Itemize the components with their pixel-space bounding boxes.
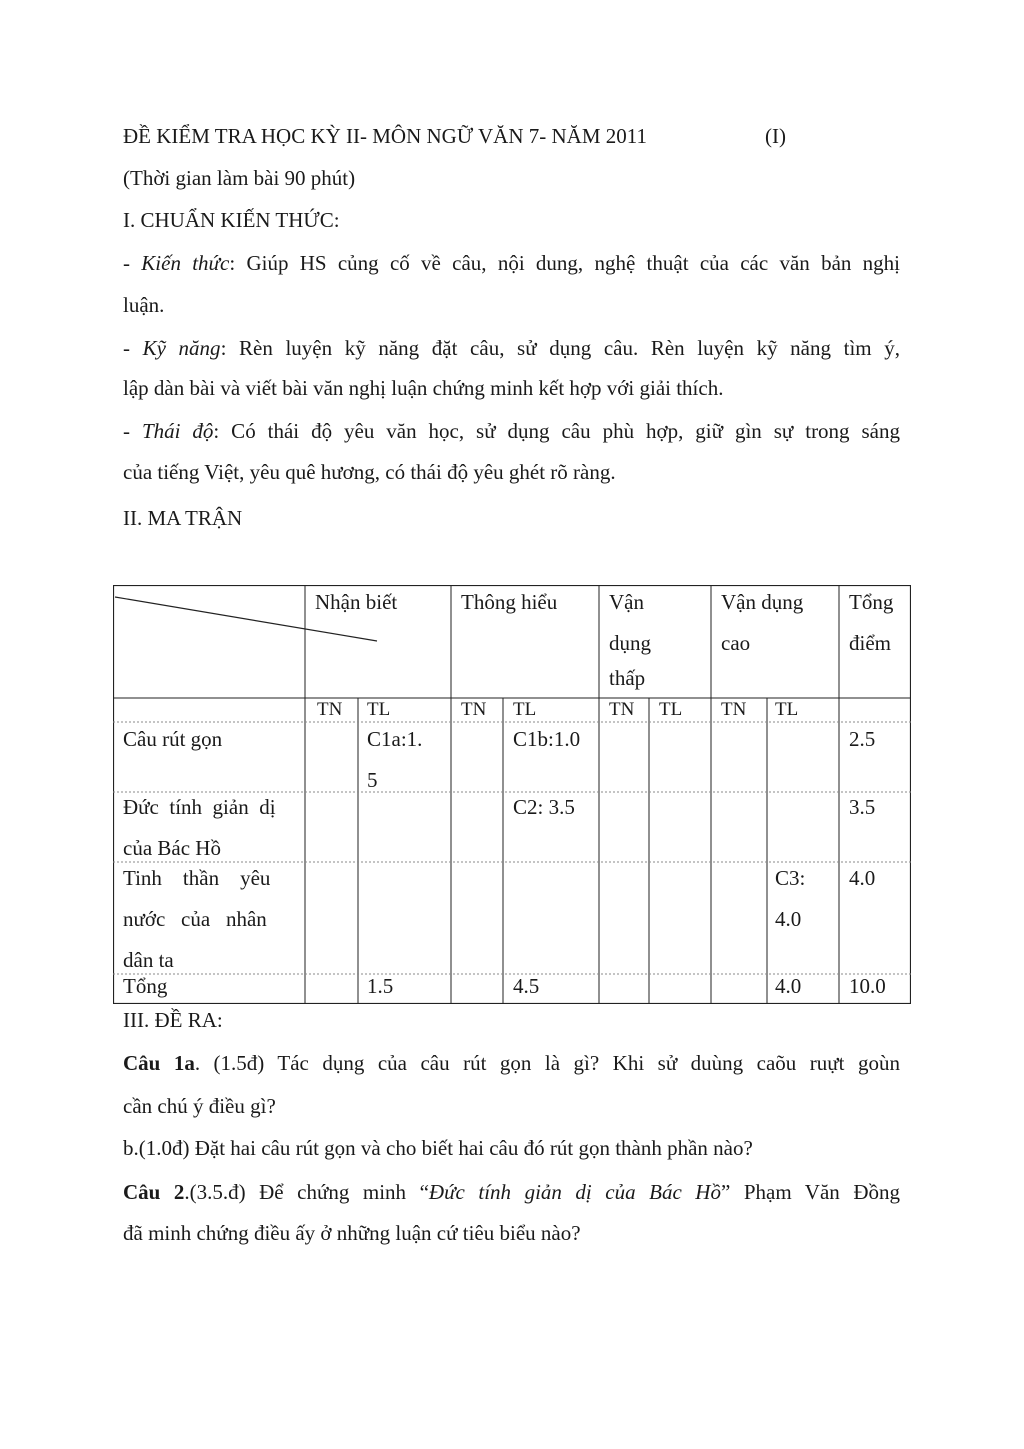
sub-header-tl: TL: [367, 699, 391, 720]
section-2-heading: II. MA TRẬN: [123, 506, 243, 530]
cell-total: 10.0: [849, 974, 886, 998]
sub-header-tn: TN: [461, 699, 487, 720]
header-van-dung-thap: Vận dụng thấp: [609, 590, 651, 690]
cell-nb-tl: C1a:1. 5: [367, 727, 423, 792]
cell-total: 4.0: [849, 866, 876, 890]
exam-duration: (Thời gian làm bài 90 phút): [123, 166, 356, 190]
sub-header-tl: TL: [513, 699, 537, 720]
cell-th-tl: C2: 3.5: [513, 795, 575, 819]
header-tong-diem: Tổng điểm: [849, 590, 894, 655]
header-nhan-biet: Nhận biết: [315, 590, 398, 614]
cell-vdc-tl: C3: 4.0: [775, 866, 806, 931]
question-2-line-2: đã minh chứng điều ấy ở những luận cứ tiêu biểu nào?: [123, 1221, 581, 1245]
question-1b: b.(1.0đ) Đặt hai câu rút gọn và cho biết hai câu đó rút gọn thành phần nào?: [123, 1136, 753, 1160]
row-label-tong: Tổng: [123, 974, 168, 998]
attitude-line-1: - Thái độ: Có thái độ yêu văn học, sử dụng câu phù hợp, giữ gìn sự trong sáng: [123, 419, 900, 443]
knowledge-label: Kiến thức: [141, 251, 230, 275]
question-2-line-1: Câu 2.(3.5.đ) Để chứng minh “Đức tính giản dị của Bác Hồ” Phạm Văn Đồng: [123, 1180, 900, 1204]
header-thong-hieu: Thông hiểu: [461, 590, 558, 614]
section-1-heading: I. CHUẨN KIẾN THỨC:: [123, 208, 340, 232]
sub-header-tl: TL: [659, 699, 683, 720]
sub-header-tn: TN: [609, 699, 635, 720]
sub-header-tl: TL: [775, 699, 799, 720]
skill-line-2: lập dàn bài và viết bài văn nghị luận chứng minh kết hợp với giải thích.: [123, 376, 724, 400]
cell-th-tl: C1b:1.0: [513, 727, 581, 751]
attitude-label: Thái độ: [141, 419, 214, 443]
attitude-line-2: của tiếng Việt, yêu quê hương, có thái độ yêu ghét rõ ràng.: [123, 460, 616, 484]
exam-code: (I): [765, 124, 786, 148]
knowledge-line-2: luận.: [123, 293, 165, 317]
question-1a-line-1: Câu 1a. (1.5đ) Tác dụng của câu rút gọn là gì? Khi sử duùng caõu ruựt goùn: [123, 1051, 900, 1075]
skill-line-1: - Kỹ năng: Rèn luyện kỹ năng đặt câu, sử dụng câu. Rèn luyện kỹ năng tìm ý,: [123, 336, 900, 360]
row-label-duc-tinh: Đức tính giản dị của Bác Hồ: [123, 795, 276, 860]
cell-total: 3.5: [849, 795, 876, 819]
question-2-label: Câu 2: [123, 1180, 185, 1204]
sub-header-tn: TN: [721, 699, 747, 720]
section-3-heading: III. ĐỀ RA:: [123, 1008, 223, 1032]
question-1a-label: Câu 1a: [123, 1051, 195, 1075]
question-1a-line-2: cần chú ý điều gì?: [123, 1094, 276, 1118]
row-label-cau-rut-gon: Câu rút gọn: [123, 727, 223, 751]
cell-vdc-tl: 4.0: [775, 974, 802, 998]
header-van-dung-cao: Vận dụng cao: [721, 590, 804, 655]
matrix-table: [113, 585, 911, 1004]
cell-nb-tl: 1.5: [367, 974, 394, 998]
skill-label: Kỹ năng: [142, 336, 221, 360]
row-label-tinh-than: Tinh thần yêu nước của nhân dân ta: [123, 866, 271, 972]
sub-header-tn: TN: [317, 699, 343, 720]
cell-total: 2.5: [849, 727, 876, 751]
exam-title: ĐỀ KIỂM TRA HỌC KỲ II- MÔN NGỮ VĂN 7- NĂM 2011: [123, 124, 647, 148]
knowledge-line-1: - Kiến thức: Giúp HS củng cố về câu, nội dung, nghệ thuật của các văn bản nghị: [123, 251, 901, 275]
cell-th-tl: 4.5: [513, 974, 540, 998]
